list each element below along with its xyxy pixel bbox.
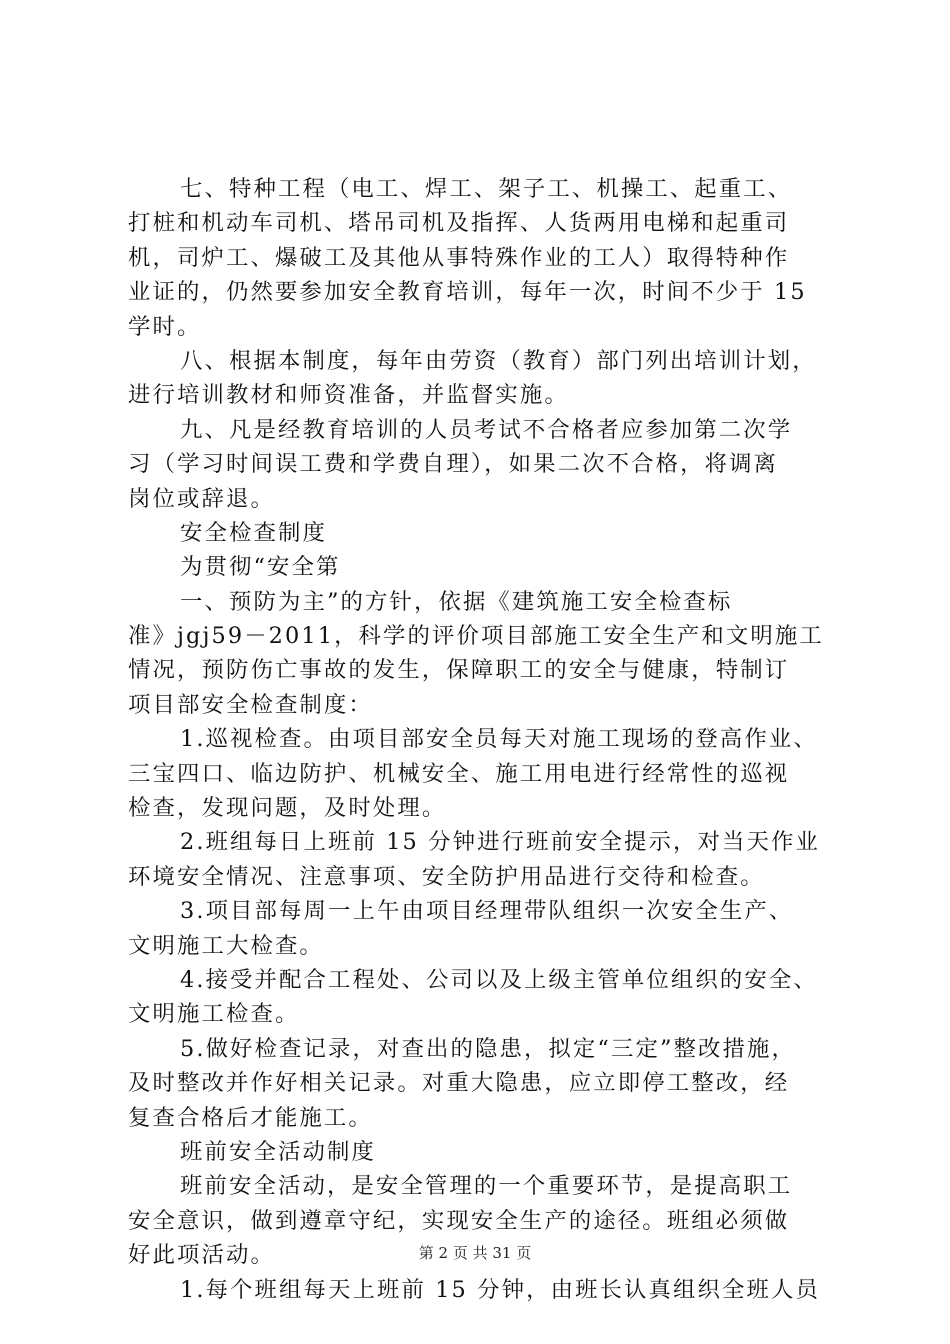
text-line: 岗位或辞退。 [128, 485, 275, 512]
text-line: 检查，发现问题，及时处理。 [128, 795, 447, 822]
text-line: 2.班组每日上班前 15 分钟进行班前安全提示，对当天作业 [180, 829, 820, 856]
text-line: 习（学习时间误工费和学费自理），如果二次不合格，将调离 [128, 451, 779, 478]
text-line: 安全检查制度 [180, 519, 327, 546]
text-line: 为贯彻“安全第 [180, 554, 341, 581]
text-line: 机，司炉工、爆破工及其他从事特殊作业的工人）取得特种作 [128, 244, 790, 271]
document-body [128, 172, 828, 1307]
text-line: 安全意识，做到遵章守纪，实现安全生产的途径。班组必须做 [128, 1207, 790, 1234]
text-line: 三宝四口、临边防护、机械安全、施工用电进行经常性的巡视 [128, 760, 790, 787]
text-line: 4.接受并配合工程处、公司以及上级主管单位组织的安全、 [180, 966, 818, 993]
text-line: 九、凡是经教育培训的人员考试不合格者应参加第二次学 [180, 416, 793, 443]
text-line: 复查合格后才能施工。 [128, 1104, 373, 1131]
text-line: 学时。 [128, 313, 202, 340]
text-line: 准》jgj59－2011，科学的评价项目部施工安全生产和文明施工 [128, 623, 824, 650]
text-line: 及时整改并作好相关记录。对重大隐患，应立即停工整改，经 [128, 1070, 790, 1097]
text-line: 八、根据本制度，每年由劳资（教育）部门列出培训计划， [180, 347, 817, 374]
text-line: 班前安全活动制度 [180, 1138, 376, 1165]
text-line: 七、特种工程（电工、焊工、架子工、机操工、起重工、 [180, 176, 793, 202]
text-line: 项目部安全检查制度： [128, 691, 373, 718]
text-line: 情况，预防伤亡事故的发生，保障职工的安全与健康，特制订 [128, 657, 790, 684]
text-line: 打桩和机动车司机、塔吊司机及指挥、人货两用电梯和起重司 [128, 210, 790, 237]
text-line: 进行培训教材和师资准备，并监督实施。 [128, 382, 569, 409]
text-line: 文明施工大检查。 [128, 932, 324, 959]
text-line: 1.巡视检查。由项目部安全员每天对施工现场的登高作业、 [180, 726, 818, 753]
text-line: 好此项活动。 [128, 1242, 275, 1269]
text-line: 班前安全活动，是安全管理的一个重要环节，是提高职工 [180, 1173, 793, 1200]
text-line: 环境安全情况、注意事项、安全防护用品进行交待和检查。 [128, 863, 765, 890]
page-footer: 第 2 页 共 31 页 [418, 1244, 532, 1262]
text-line: 5.做好检查记录，对查出的隐患，拟定“三定”整改措施， [180, 1035, 796, 1062]
text-line: 业证的，仍然要参加安全教育培训，每年一次，时间不少于 15 [128, 279, 807, 306]
text-line: 3.项目部每周一上午由项目经理带队组织一次安全生产、 [180, 898, 794, 925]
text-line: 一、预防为主”的方针，依据《建筑施工安全检查标 [180, 588, 733, 615]
text-line: 1.每个班组每天上班前 15 分钟，由班长认真组织全班人员 [180, 1276, 820, 1303]
text-line: 文明施工检查。 [128, 1001, 300, 1028]
